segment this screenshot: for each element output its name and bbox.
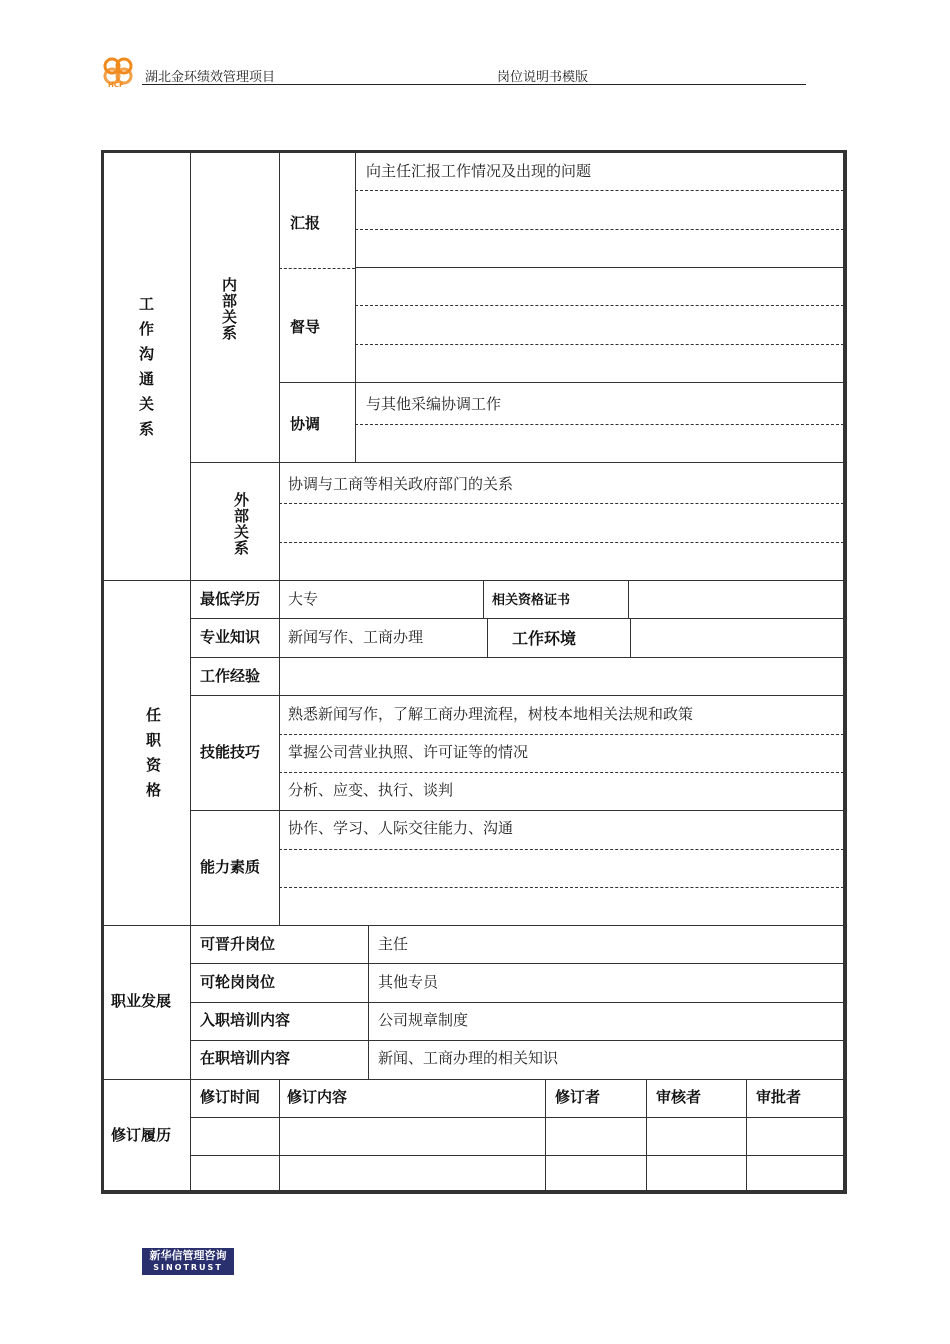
divider-report-label (279, 268, 355, 269)
logo-text: HCF (108, 81, 124, 89)
dash-line (279, 887, 844, 888)
dash-line (355, 424, 844, 425)
skills-line-1: 熟悉新闻写作，了解工商办理流程，树枝本地相关法规和政策 (288, 705, 694, 723)
dash-line (355, 229, 844, 230)
dash-line (355, 344, 844, 345)
skills-label: 技能技巧 (200, 743, 261, 761)
revision-header-reviewer: 审核者 (656, 1088, 702, 1106)
career-row-label: 在职培训内容 (200, 1049, 291, 1067)
coordinate-line-1: 与其他采编协调工作 (366, 395, 502, 413)
cell-divider (646, 1079, 647, 1192)
cell-divider (483, 580, 484, 618)
col-separator-2 (279, 153, 280, 580)
career-row-value: 新闻、工商办理的相关知识 (378, 1049, 559, 1067)
cell-divider (746, 1079, 747, 1192)
divider-section-1 (104, 580, 844, 581)
career-label: 职业发展 (111, 992, 172, 1010)
footer-logo-cn: 新华信管理咨询 (149, 1249, 227, 1262)
divider-report (355, 267, 844, 268)
col-separator-q (279, 580, 280, 925)
company-logo (100, 54, 138, 90)
footer-logo (142, 1248, 234, 1275)
supervise-label: 督导 (290, 318, 321, 336)
row-divider (190, 657, 844, 658)
knowledge-label: 专业知识 (200, 628, 261, 646)
cell-divider (487, 618, 488, 657)
external-relations-label: 外部关系 (232, 492, 250, 556)
career-row-label: 可晋升岗位 (200, 935, 276, 953)
career-row-value: 公司规章制度 (378, 1011, 469, 1029)
ability-line-1: 协作、学习、人际交往能力、沟通 (288, 819, 514, 837)
knowledge-value: 新闻写作、工商办理 (288, 628, 424, 646)
report-line-1: 向主任汇报工作情况及出现的问题 (366, 162, 592, 180)
min-education-value: 大专 (288, 590, 319, 608)
cell-divider (279, 1079, 280, 1192)
footer-logo-en: SINOTRUST (153, 1263, 223, 1272)
career-row-value: 其他专员 (378, 973, 439, 991)
career-row-label: 可轮岗岗位 (200, 973, 276, 991)
row-divider (190, 810, 844, 811)
row-divider (190, 1040, 844, 1041)
cell-divider (628, 580, 629, 618)
coordinate-label: 协调 (290, 415, 321, 433)
divider-section-2 (104, 925, 844, 926)
revision-header-approver: 审批者 (756, 1088, 802, 1106)
header-rule (142, 84, 806, 85)
col-separator-1 (190, 153, 191, 1192)
revision-header-content: 修订内容 (287, 1088, 348, 1106)
divider-section-3 (104, 1079, 844, 1080)
dash-line (279, 772, 844, 773)
divider-supervise (279, 382, 844, 383)
revision-label: 修订履历 (111, 1126, 172, 1144)
row-divider (190, 695, 844, 696)
revision-header-reviser: 修订者 (555, 1088, 601, 1106)
certificate-label: 相关资格证书 (492, 593, 571, 608)
dash-line (279, 542, 844, 543)
environment-label: 工作环境 (512, 629, 577, 648)
work-communication-label: 工作沟通关系 (137, 296, 155, 446)
divider-internal-external (190, 462, 844, 463)
experience-label: 工作经验 (200, 667, 261, 685)
dash-line (355, 190, 844, 191)
row-divider (190, 1002, 844, 1003)
skills-line-3: 分析、应变、执行、谈判 (288, 781, 454, 799)
dash-line (355, 305, 844, 306)
cell-divider (545, 1079, 546, 1192)
dash-line (279, 503, 844, 504)
cell-divider (630, 618, 631, 657)
header-company: 湖北金环绩效管理项目 (145, 70, 276, 85)
skills-line-2: 掌握公司营业执照、许可证等的情况 (288, 743, 529, 761)
header-doc-title: 岗位说明书模版 (497, 70, 589, 85)
external-line-1: 协调与工商等相关政府部门的关系 (288, 475, 514, 493)
dash-line (279, 849, 844, 850)
career-row-label: 入职培训内容 (200, 1011, 291, 1029)
dash-line (279, 734, 844, 735)
report-label: 汇报 (290, 214, 321, 232)
internal-relations-label: 内部关系 (220, 277, 238, 341)
qualifications-label: 任职资格 (144, 707, 162, 807)
row-divider (190, 618, 844, 619)
revision-header-time: 修订时间 (200, 1088, 261, 1106)
row-divider (190, 963, 844, 964)
ability-label: 能力素质 (200, 858, 261, 876)
career-row-value: 主任 (378, 935, 409, 953)
min-education-label: 最低学历 (200, 590, 261, 608)
col-separator-3 (355, 153, 356, 463)
